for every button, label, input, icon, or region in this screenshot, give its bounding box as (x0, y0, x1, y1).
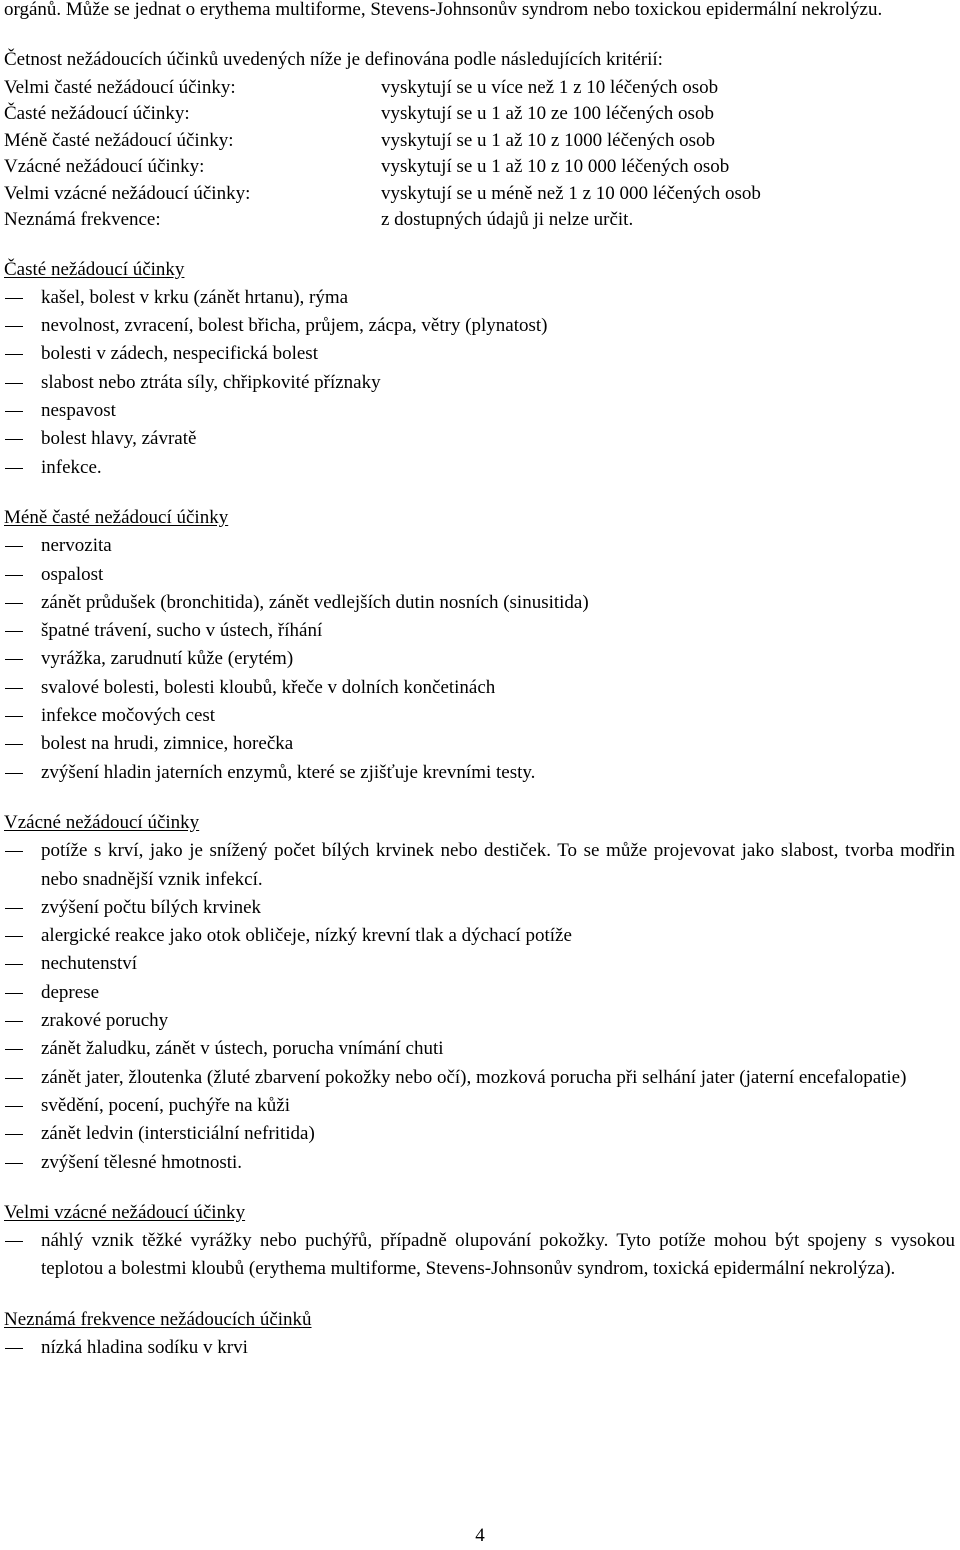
frequency-description: vyskytují se u 1 až 10 z 10 000 léčených osob (381, 156, 730, 178)
list-item (0, 950, 955, 978)
frequency-label: Neznámá frekvence: (4, 209, 161, 231)
list-item-text: zánět žaludku, zánět v ústech, porucha vnímání chuti (41, 1038, 444, 1060)
frequency-label: Méně časté nežádoucí účinky: (4, 129, 234, 151)
list-item-text: zvýšení hladin jaterních enzymů, které se zjišťuje krevními testy. (41, 761, 536, 783)
list-item-text: bolesti v zádech, nespecifická bolest (41, 343, 318, 365)
list-item-text: potíže s krví, jako je snížený počet bílých krvinek nebo destiček. To se může projevovat jako slabost, tvorba modřin nebo snadnější vznik infekcí. (41, 840, 955, 890)
list-item (0, 1007, 955, 1035)
frequency-row (4, 128, 956, 155)
list-item-text: nervozita (41, 535, 112, 557)
frequency-row (4, 181, 956, 208)
section-heading-unknown: Neznámá frekvence nežádoucích účinků (4, 1308, 312, 1330)
page-number: 4 (475, 1525, 485, 1546)
list-item (0, 759, 955, 787)
list-item (0, 1149, 955, 1177)
section-heading-uncommon: Méně časté nežádoucí účinky (4, 506, 229, 528)
very-rare-effects-list (0, 1227, 960, 1284)
section-heading-very-rare: Velmi vzácné nežádoucí účinky (4, 1201, 246, 1223)
list-item (0, 425, 955, 453)
list-item-text: ospalost (41, 563, 104, 585)
spacer (0, 1177, 960, 1199)
frequency-row (4, 154, 956, 181)
frequency-row (4, 101, 956, 128)
frequency-description: vyskytují se u 1 až 10 ze 100 léčených osob (381, 103, 714, 125)
list-item (0, 922, 955, 950)
continuation-paragraph: orgánů. Může se jednat o erythema multiforme, Stevens-Johnsonův syndrom nebo toxickou epidermální nekrolýzu. (4, 0, 883, 20)
rare-effects-list (0, 837, 960, 1177)
list-item (0, 730, 955, 758)
list-item (0, 397, 955, 425)
list-item (0, 369, 955, 397)
spacer (0, 1284, 960, 1306)
list-item (0, 340, 955, 368)
spacer (0, 482, 960, 504)
list-item-text: alergické reakce jako otok obličeje, nízký krevní tlak a dýchací potíže (41, 925, 572, 947)
frequency-label: Vzácné nežádoucí účinky: (4, 156, 205, 178)
frequency-description: vyskytují se u 1 až 10 z 1000 léčených osob (381, 129, 716, 151)
section-heading-rare: Vzácné nežádoucí účinky (4, 811, 200, 833)
list-item-text: špatné trávení, sucho v ústech, říhání (41, 620, 323, 642)
list-item-text: svědění, pocení, puchýře na kůži (41, 1094, 291, 1116)
list-item-text: bolest hlavy, závratě (41, 428, 197, 450)
list-item-text: bolest na hrudi, zimnice, horečka (41, 733, 294, 755)
list-item-text: nespavost (41, 400, 116, 422)
frequency-row (4, 75, 956, 102)
list-item (0, 1092, 955, 1120)
common-effects-list (0, 284, 960, 482)
list-item (0, 312, 955, 340)
list-item (0, 561, 955, 589)
list-item (0, 645, 955, 673)
list-item-text: vyrážka, zarudnutí kůže (erytém) (41, 648, 294, 670)
list-item-text: nechutenství (41, 953, 138, 975)
list-item-text: zánět jater, žloutenka (žluté zbarvení pokožky nebo očí), mozková porucha při selhání jater (jaterní encefalopatie) (41, 1066, 907, 1088)
frequency-description: vyskytují se u méně než 1 z 10 000 léčených osob (381, 182, 761, 204)
frequency-label: Časté nežádoucí účinky: (4, 103, 190, 125)
frequency-row (4, 207, 956, 234)
unknown-frequency-effects-list (0, 1334, 960, 1362)
list-item-text: slabost nebo ztráta síly, chřipkovité příznaky (41, 371, 381, 393)
list-item (0, 284, 955, 312)
list-item (0, 1227, 955, 1284)
list-item-text: zvýšení počtu bílých krvinek (41, 896, 262, 918)
frequency-table (4, 75, 956, 234)
list-item (0, 589, 955, 617)
list-item (0, 1064, 955, 1092)
section-heading-common: Časté nežádoucí účinky (4, 258, 185, 280)
list-item (0, 532, 955, 560)
list-item (0, 1120, 955, 1148)
list-item-text: zrakové poruchy (41, 1010, 169, 1032)
frequency-label: Velmi časté nežádoucí účinky: (4, 76, 236, 98)
frequency-label: Velmi vzácné nežádoucí účinky: (4, 182, 251, 204)
list-item (0, 894, 955, 922)
list-item (0, 1035, 955, 1063)
list-item-text: svalové bolesti, bolesti kloubů, křeče v dolních končetinách (41, 676, 496, 698)
list-item-text: zvýšení tělesné hmotnosti. (41, 1151, 243, 1173)
list-item-text: deprese (41, 981, 100, 1003)
spacer (0, 787, 960, 809)
spacer (0, 234, 960, 256)
frequency-intro: Četnost nežádoucích účinků uvedených níže je definována podle následujících kritérií: (4, 49, 663, 71)
spacer (0, 24, 960, 46)
frequency-description: vyskytují se u více než 1 z 10 léčených osob (381, 76, 719, 98)
list-item-text: zánět ledvin (intersticiální nefritida) (41, 1123, 315, 1145)
list-item-text: infekce močových cest (41, 705, 216, 727)
list-item (0, 674, 955, 702)
uncommon-effects-list (0, 532, 960, 787)
list-item-text: kašel, bolest v krku (zánět hrtanu), rýma (41, 286, 349, 308)
frequency-description: z dostupných údajů ji nelze určit. (381, 209, 634, 231)
list-item-text: infekce. (41, 456, 102, 478)
list-item (0, 979, 955, 1007)
list-item (0, 837, 955, 894)
list-item-text: náhlý vznik těžké vyrážky nebo puchýřů, případně olupování pokožky. Tyto potíže mohou být spojeny s vysokou teplotou a bolestmi kloubů (erythema multiforme, Stevens-Johnsonův syndrom, toxická epidermální nekrolýza). (41, 1230, 955, 1280)
list-item (0, 454, 955, 482)
list-item-text: zánět průdušek (bronchitida), zánět vedlejších dutin nosních (sinusitida) (41, 591, 589, 613)
list-item (0, 1334, 955, 1362)
list-item-text: nízká hladina sodíku v krvi (41, 1336, 248, 1358)
list-item (0, 617, 955, 645)
list-item-text: nevolnost, zvracení, bolest břicha, průjem, zácpa, větry (plynatost) (41, 315, 548, 337)
list-item (0, 702, 955, 730)
